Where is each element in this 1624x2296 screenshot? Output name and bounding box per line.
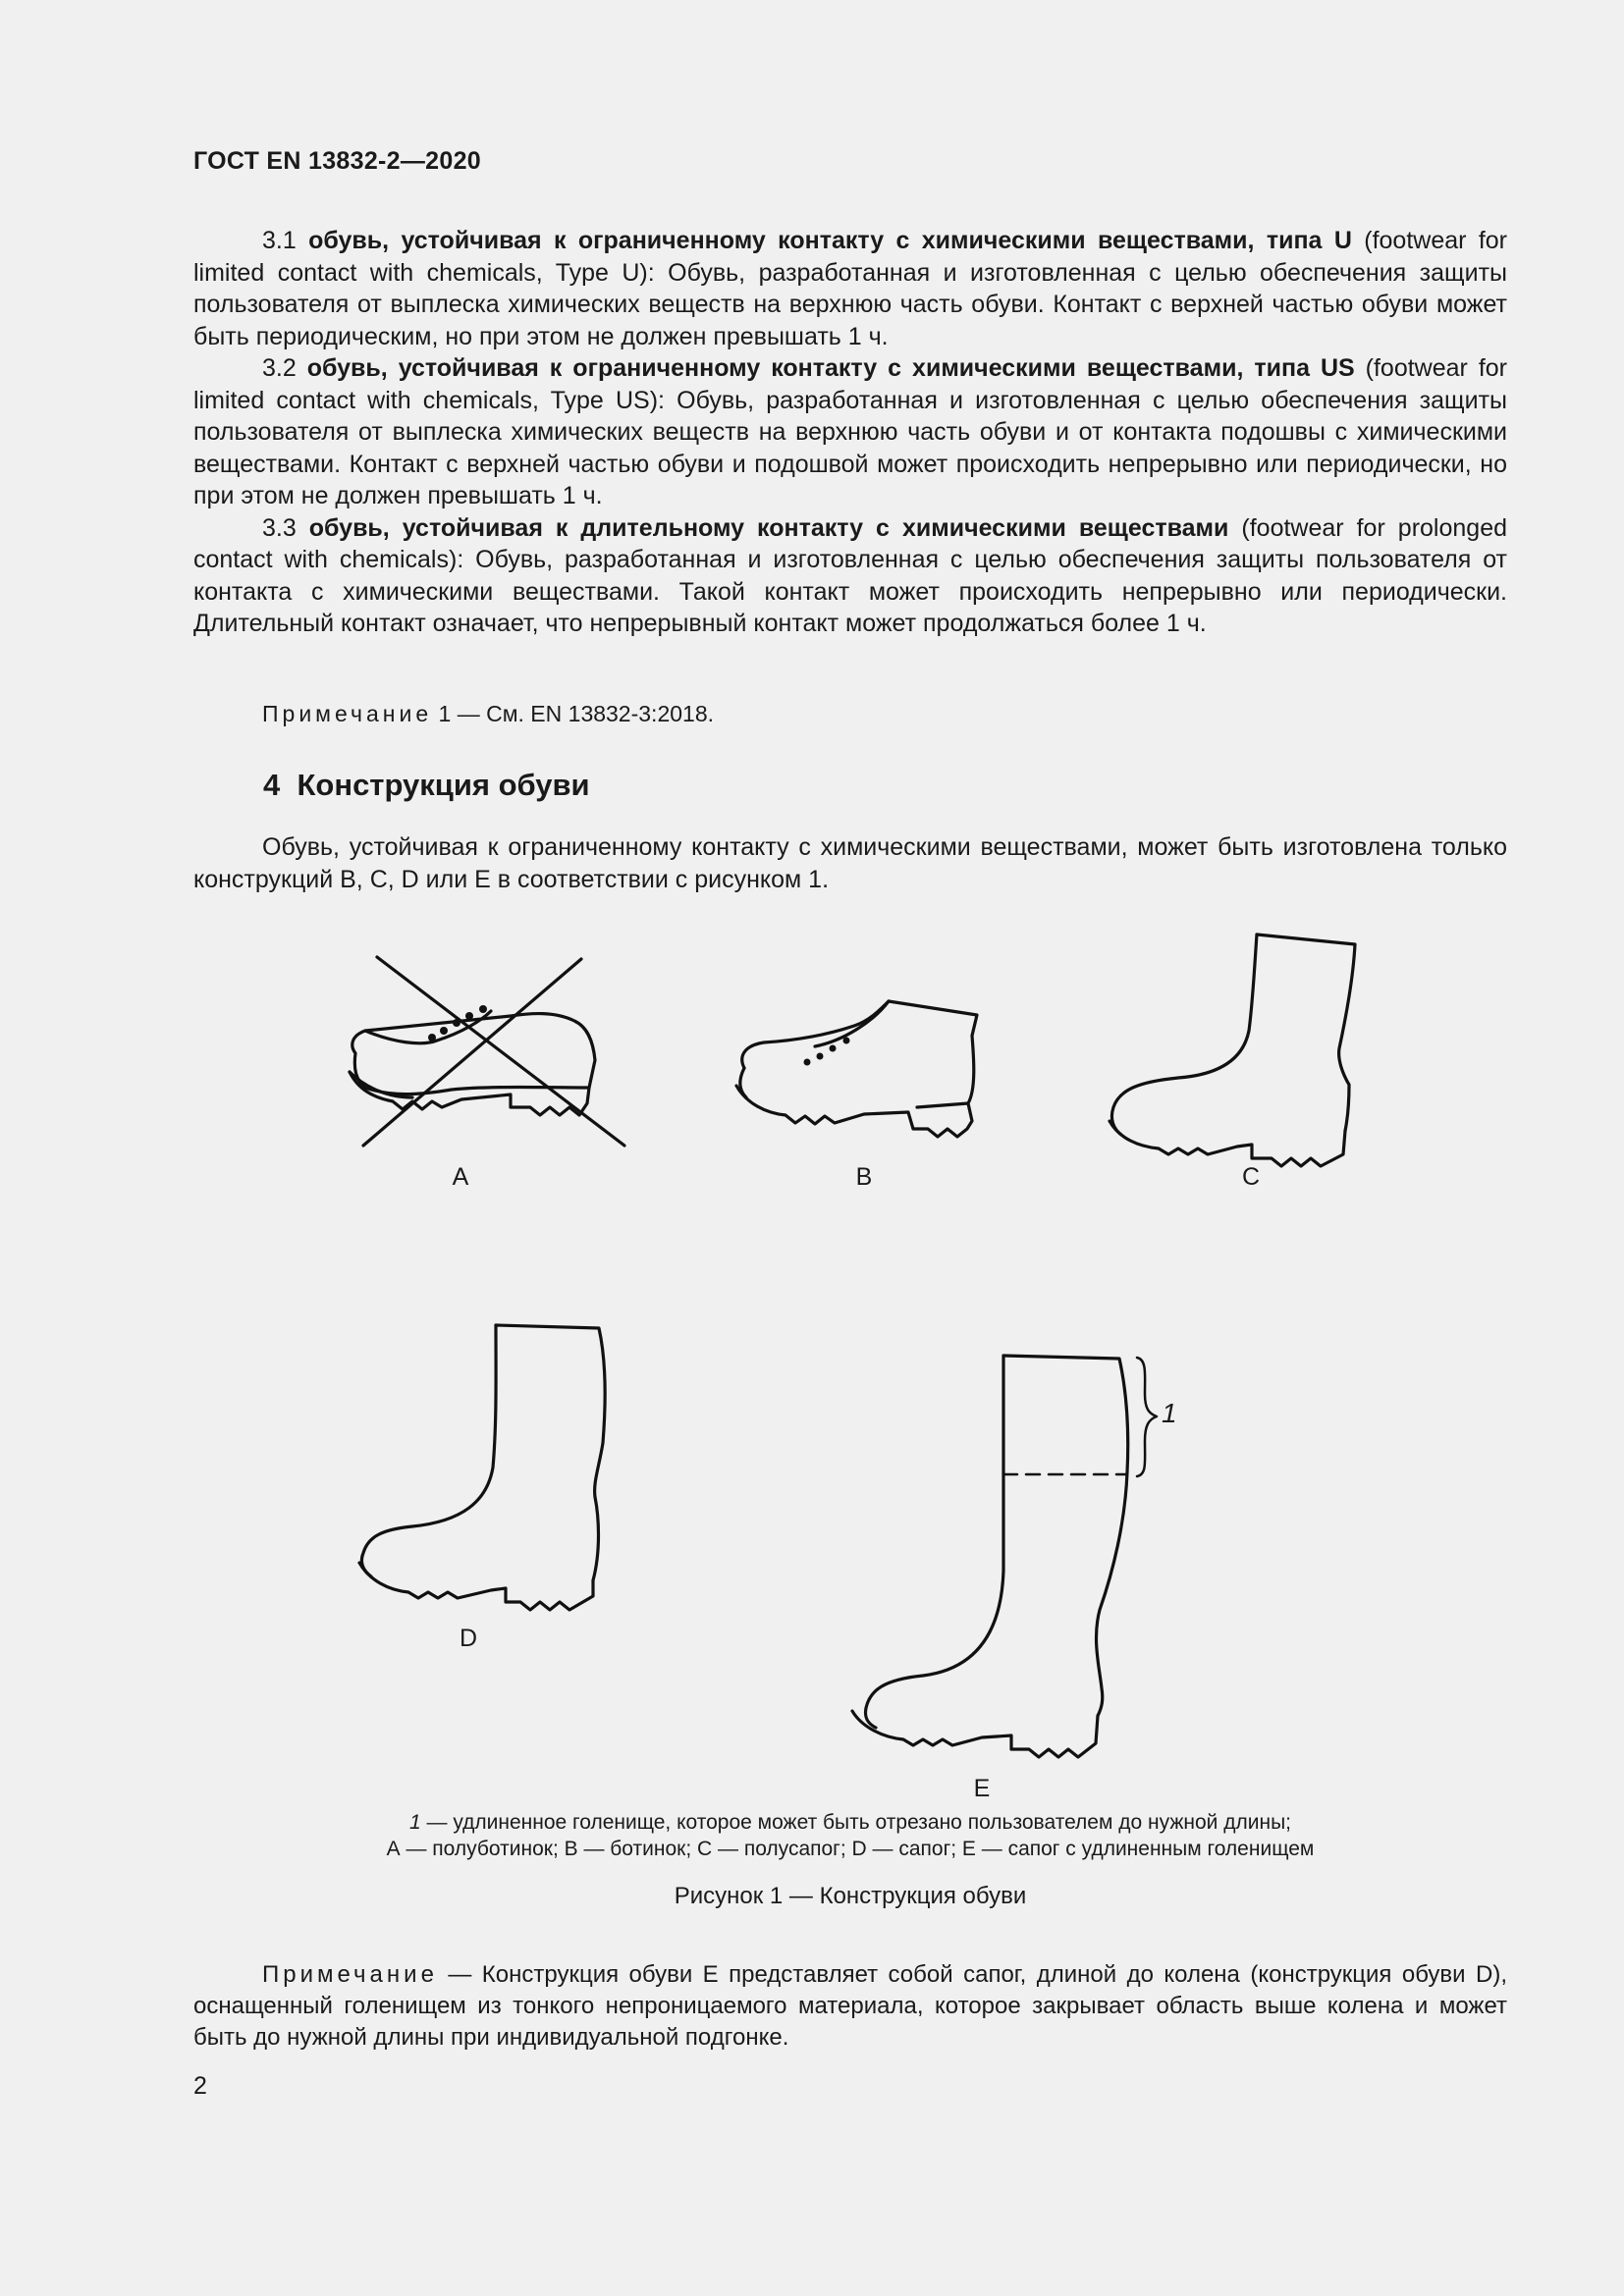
label-b: B	[855, 1163, 873, 1191]
note-label: Примечание	[262, 701, 433, 726]
boot-e-drawing	[852, 1356, 1157, 1757]
shoe-a-drawing	[350, 957, 624, 1146]
legend-line-1	[193, 1809, 1507, 1836]
section-text: Обувь, устойчивая к ограниченному контакту с химическими веществами, может быть изготовлена только конструкций В, С, D или Е в соответствии с рисунком 1.	[193, 833, 1507, 893]
boot-c-drawing	[1110, 934, 1355, 1166]
shoe-b-drawing	[736, 1001, 977, 1137]
clause-number: 3.3	[262, 513, 297, 542]
note-text: 1 — См. EN 13832-3:2018.	[432, 701, 715, 726]
label-c: C	[1241, 1163, 1261, 1191]
label-a: A	[452, 1163, 469, 1191]
section-number: 4	[263, 768, 281, 802]
legend-line-2: А — полуботинок; В — ботинок; С — полусапог; D — сапог; Е — сапог с удлиненным голенищем	[386, 1838, 1315, 1860]
section-title: Конструкция обуви	[297, 768, 590, 802]
callout-1: 1	[1162, 1398, 1177, 1428]
clause-term: обувь, устойчивая к длительному контакту с химическими веществами	[308, 513, 1229, 542]
note-label: Примечание	[262, 1961, 438, 1988]
page-number: 2	[193, 2072, 207, 2100]
boot-d-drawing	[359, 1325, 605, 1610]
note-2	[193, 1959, 1507, 2054]
legend-number: 1	[408, 1811, 421, 1834]
label-e: E	[973, 1775, 991, 1802]
clause-text: (footwear for limited contact with chemicals, Type US): Обувь, разработанная и изготовленная с целью обеспечения защиты пользователя от выплеска химических веществ на верхнюю часть обуви и от контакта подошвы с химическими веществами. Контакт с верхней частью обуви и подошвой может происходить непрерывно или периодически, но при этом не должен превышать 1 ч.	[193, 354, 1508, 509]
legend-text: — удлиненное голенище, которое может быть отрезано пользователем до нужной длины;	[420, 1811, 1292, 1834]
clause-term: обувь, устойчивая к ограниченному контакту с химическими веществами, типа U	[308, 227, 1352, 254]
clause-text: (footwear for limited contact with chemicals, Type U): Обувь, разработанная и изготовленная с целью обеспечения защиты пользователя от выплеска химических веществ на верхнюю часть обуви. Контакт с верхней частью обуви может быть периодическим, но при этом не должен превышать 1 ч.	[193, 227, 1507, 350]
figure-title: Рисунок 1 — Конструкция обуви	[674, 1883, 1027, 1909]
label-d: D	[459, 1625, 478, 1652]
document-header: ГОСТ EN 13832-2—2020	[193, 147, 481, 175]
note-text: — Конструкция обуви Е представляет собой сапог, длиной до колена (конструкция обуви D), оснащенный голенищем из тонкого непроницаемого материала, которое закрывает область выше колена и может быть до нужной длины при индивидуальной подгонке.	[193, 1961, 1507, 2051]
clause-text: (footwear for prolonged contact with chemicals): Обувь, разработанная и изготовленная с целью обеспечения защиты пользователя от контакта с химическими веществами. Такой контакт может происходить непрерывно или периодически. Длительный контакт означает, что непрерывный контакт может продолжаться более 1 ч.	[193, 513, 1507, 637]
clause-number: 3.2	[262, 354, 297, 382]
clause-term: обувь, устойчивая к ограниченному контакту с химическими веществами, типа US	[306, 354, 1355, 382]
clause-number: 3.1	[262, 227, 297, 254]
figure-legend	[193, 1809, 1507, 1862]
